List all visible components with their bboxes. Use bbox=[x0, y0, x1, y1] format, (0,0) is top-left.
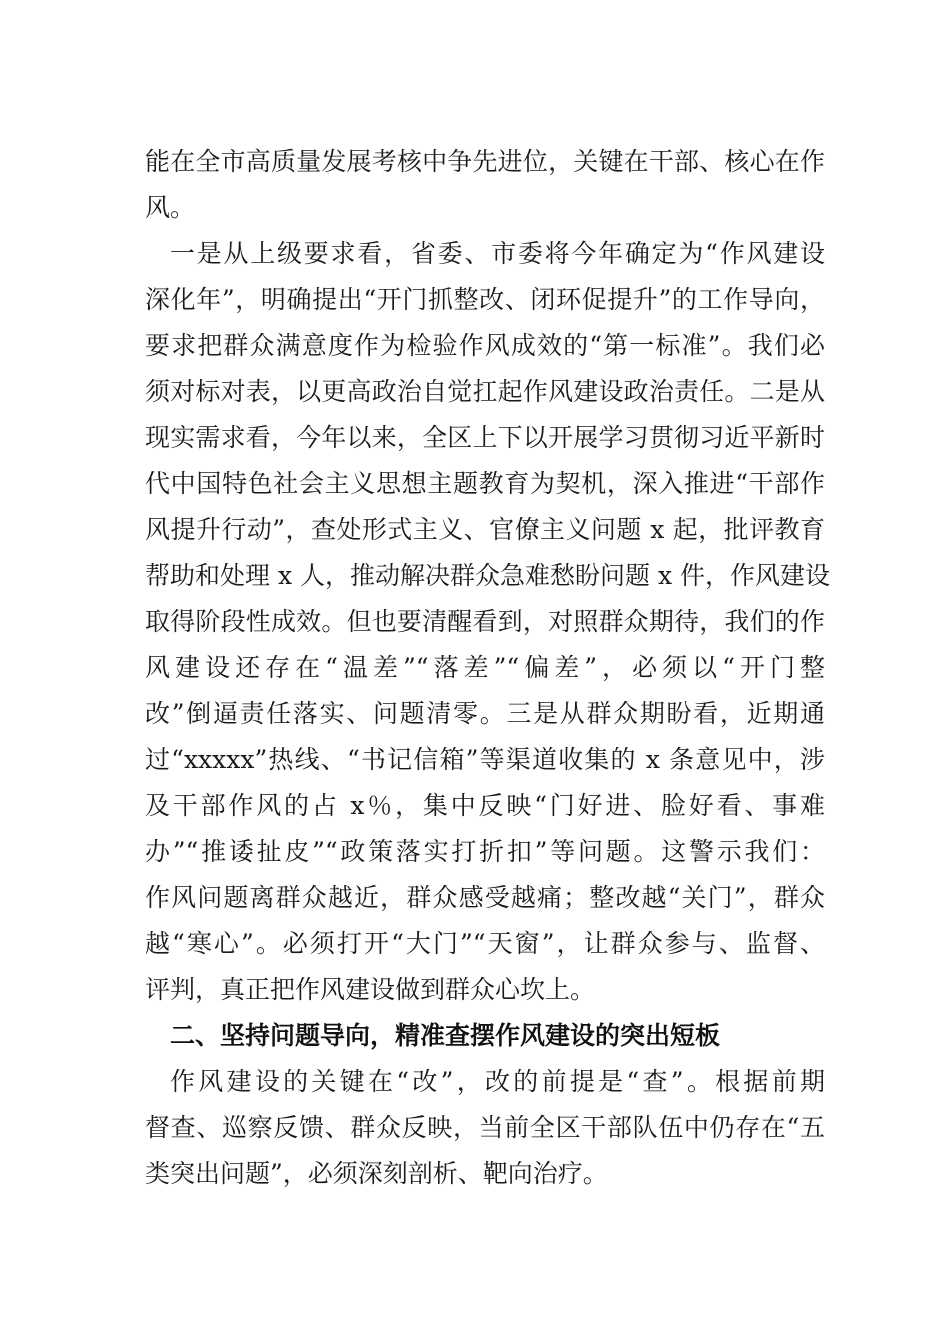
paragraph-2-line-4: 须对标对表，以更高政治自觉扛起作风建设政治责任。二是从 bbox=[145, 377, 825, 406]
paragraph-2-line-2: 深化年”，明确提出“开门抓整改、闭环促提升”的工作导向， bbox=[145, 285, 825, 314]
paragraph-1-line-2: 风。 bbox=[145, 193, 196, 222]
paragraph-2-line-13: 及干部作风的占 x％，集中反映“门好进、脸好看、事难 bbox=[145, 791, 825, 820]
paragraph-2-line-12: 过“xxxxx”热线、“书记信箱”等渠道收集的 x 条意见中，涉 bbox=[145, 745, 825, 774]
paragraph-2-line-11: 改”倒逼责任落实、问题清零。三是从群众期盼看，近期通 bbox=[145, 699, 825, 728]
paragraph-2-line-7: 风提升行动”，查处形式主义、官僚主义问题 x 起，批评教育 bbox=[145, 515, 825, 544]
paragraph-2-line-14: 办”“推诿扯皮”“政策落实打折扣”等问题。这警示我们： bbox=[145, 837, 825, 866]
paragraph-2-line-9: 取得阶段性成效。但也要清醒看到，对照群众期待，我们的作 bbox=[145, 607, 825, 636]
paragraph-2-line-3: 要求把群众满意度作为检验作风成效的“第一标准”。我们必 bbox=[145, 331, 825, 360]
paragraph-2-line-10: 风建设还存在“温差”“落差”“偏差”，必须以“开门整 bbox=[145, 653, 825, 682]
paragraph-2-line-5: 现实需求看，今年以来，全区上下以开展学习贯彻习近平新时 bbox=[145, 423, 825, 452]
paragraph-2-line-16: 越“寒心”。必须打开“大门”“天窗”，让群众参与、监督、 bbox=[145, 929, 825, 958]
paragraph-3-line-3: 类突出问题”，必须深刻剖析、靶向治疗。 bbox=[145, 1159, 608, 1188]
paragraph-2-line-15: 作风问题离群众越近，群众感受越痛；整改越“关门”，群众 bbox=[145, 883, 825, 912]
paragraph-3-line-2: 督查、巡察反馈、群众反映，当前全区干部队伍中仍存在“五 bbox=[145, 1113, 825, 1142]
paragraph-2-line-8: 帮助和处理 x 人，推动解决群众急难愁盼问题 x 件，作风建设 bbox=[145, 561, 830, 590]
paragraph-2-line-6: 代中国特色社会主义思想主题教育为契机，深入推进“干部作 bbox=[145, 469, 825, 498]
paragraph-2-line-1: 一是从上级要求看，省委、市委将今年确定为“作风建设 bbox=[170, 239, 825, 268]
paragraph-3-line-1: 作风建设的关键在“改”，改的前提是“查”。根据前期 bbox=[170, 1067, 825, 1096]
paragraph-2-line-17: 评判，真正把作风建设做到群众心坎上。 bbox=[145, 975, 596, 1004]
paragraph-1-line-1: 能在全市高质量发展考核中争先进位，关键在干部、核心在作 bbox=[145, 147, 825, 176]
section-heading: 二、坚持问题导向，精准查摆作风建设的突出短板 bbox=[170, 1021, 721, 1050]
